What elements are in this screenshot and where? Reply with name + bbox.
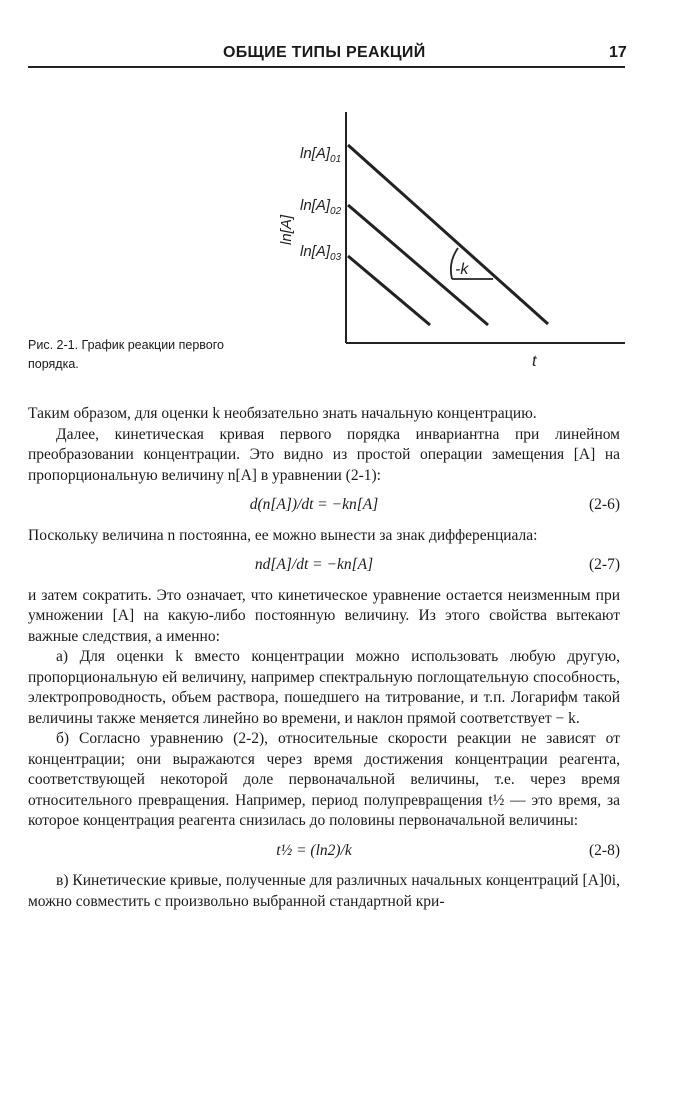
paragraph: б) Согласно уравнению (2-2), относительные скорости реакции не зависят от концентрации; они выражаются через время достижения концентрации реагента, соответствующей некоторой доле первоначальной величины, т.е. через время относительного превращения. Например, период полупревращения t½ — это время, за которое концентрация реагента снизилась до половины первоначальной величины:	[28, 730, 620, 829]
figure-caption: Рис. 2-1. График реакции первого порядка.	[28, 338, 224, 371]
x-axis-label: t	[532, 353, 537, 370]
plot-line-1	[348, 145, 548, 324]
equation-2-8	[28, 841, 620, 862]
equation-body: t½ = (ln2)/k	[276, 841, 352, 859]
equation-number: (2-6)	[589, 496, 620, 513]
paragraph: а) Для оценки k вместо концентрации можно использовать любую другую, пропорциональную ей величину, например спектральную поглощательную способность, электропроводность, объем раствора, пошедшего на титрование, и т.п. Логарифм такой величины также меняется линейно во времени, и наклон прямой соответствует − k.	[28, 648, 620, 727]
y-axis-label: ln[A]	[278, 214, 295, 245]
body-text	[28, 404, 620, 912]
slope-label: -k	[455, 261, 469, 278]
paragraph: Далее, кинетическая кривая первого порядка инвариантна при линейном преобразовании концентрации. Это видно из простой операции замещения [A] на пропорциональную величину n[A] в уравнении (2-1):	[28, 425, 620, 484]
line-label-3: $\ln[A]_{03}$	[300, 243, 342, 263]
equation-body: d(n[A])/dt = −kn[A]	[249, 496, 379, 513]
equation-number: (2-7)	[589, 556, 620, 573]
running-header-title: ОБЩИЕ ТИПЫ РЕАКЦИЙ	[223, 44, 426, 61]
line-label-2: $\ln[A]_{02}$	[300, 197, 342, 217]
line-label-1: $\ln[A]_{01}$	[300, 145, 342, 165]
equation-body: nd[A]/dt = −kn[A]	[254, 556, 374, 573]
paragraph: Поскольку величина n постоянна, ее можно вынести за знак дифференциала:	[28, 526, 538, 544]
page-number: 17	[609, 44, 627, 61]
paragraph: в) Кинетические кривые, полученные для различных начальных концентраций [A]0i, можно совместить с произвольно выбранной стандартной кри-	[28, 872, 620, 910]
equation-number: (2-8)	[589, 841, 620, 859]
equation-2-7	[28, 555, 620, 576]
paragraph: Таким образом, для оценки k необязательно знать начальную концентрацию.	[28, 405, 537, 422]
paragraph: и затем сократить. Это означает, что кинетическое уравнение остается неизменным при умножении [A] на какую-либо постоянную величину. Из этого свойства вытекают важные следствия, а именно:	[28, 586, 620, 645]
equation-2-6	[28, 495, 620, 516]
